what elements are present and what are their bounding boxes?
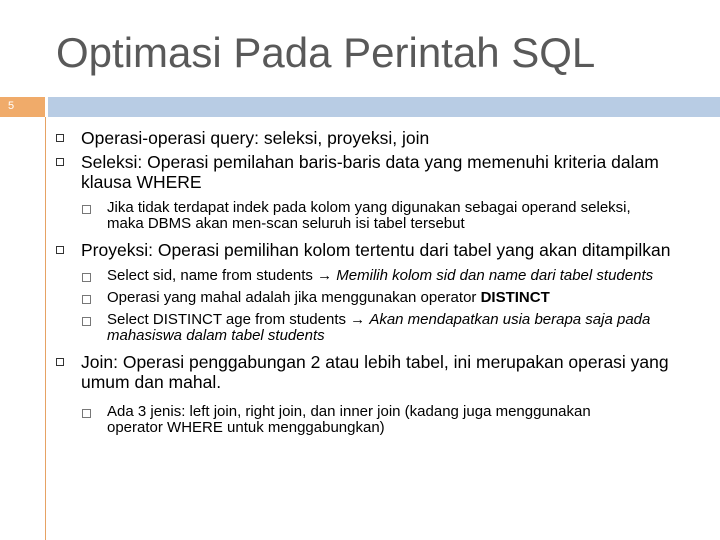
missing-glyph-icon: [82, 273, 91, 282]
missing-glyph-icon: [82, 205, 91, 214]
bullet-operasi-query: [52, 128, 712, 148]
bullet-join: [52, 352, 671, 392]
missing-glyph-icon: [82, 295, 91, 304]
sub-bullet-text: Operasi yang mahal adalah jika menggunakan operator: [107, 289, 481, 306]
sub-bullet-text: Jika tidak terdapat indek pada kolom yang digunakan sebagai operand seleksi, maka DBMS akan men-scan seluruh isi tabel tersebut: [107, 199, 631, 232]
distinct-keyword: DISTINCT: [480, 289, 550, 306]
sub-bullet-text: Select sid, name from students: [107, 267, 318, 284]
slide-number-bar: [0, 97, 45, 117]
sub-bullet-proyeksi-distinct: [52, 290, 707, 306]
bullet-text: Proyeksi: Operasi pemilihan kolom tertentu dari tabel yang akan ditampilkan: [81, 240, 671, 260]
slide-content: [52, 128, 712, 436]
sub-bullet-italic-text: Memilih kolom sid dan name dari tabel students: [336, 267, 654, 284]
vertical-divider: [45, 117, 46, 540]
square-bullet-icon: [56, 134, 64, 142]
missing-glyph-icon: [82, 317, 91, 326]
sub-bullet-italic-text: Akan mendapatkan usia berapa saja pada mahasiswa dalam tabel students: [107, 311, 651, 344]
bullet-text: Seleksi: Operasi pemilahan baris-baris data yang memenuhi kriteria dalam klausa WHERE: [81, 152, 659, 192]
bullet-proyeksi: [52, 240, 681, 260]
sub-bullet-seleksi-indek: [52, 200, 667, 232]
sub-bullet-join-jenis: [52, 404, 647, 436]
missing-glyph-icon: [82, 409, 91, 418]
square-bullet-icon: [56, 158, 64, 166]
slide-number: 5: [8, 100, 15, 112]
square-bullet-icon: [56, 358, 64, 366]
sub-bullet-proyeksi-select: [52, 268, 667, 284]
sub-bullet-text: Ada 3 jenis: left join, right join, dan inner join (kadang juga menggunakan operator WHERE untuk menggabungkan): [107, 403, 591, 436]
sub-bullet-proyeksi-select-distinct: [52, 312, 687, 344]
right-arrow-icon: →: [317, 267, 333, 284]
header-accent-bar: [48, 97, 720, 117]
sub-bullet-text: Select DISTINCT age from students: [107, 311, 351, 328]
bullet-text: Join: Operasi penggabungan 2 atau lebih tabel, ini merupakan operasi yang umum dan mahal.: [81, 352, 669, 392]
right-arrow-icon: →: [350, 311, 366, 328]
slide-title: Optimasi Pada Perintah SQL: [56, 29, 596, 76]
bullet-text: Operasi-operasi query: seleksi, proyeksi, join: [81, 128, 430, 148]
bullet-seleksi: [52, 152, 701, 192]
square-bullet-icon: [56, 246, 64, 254]
